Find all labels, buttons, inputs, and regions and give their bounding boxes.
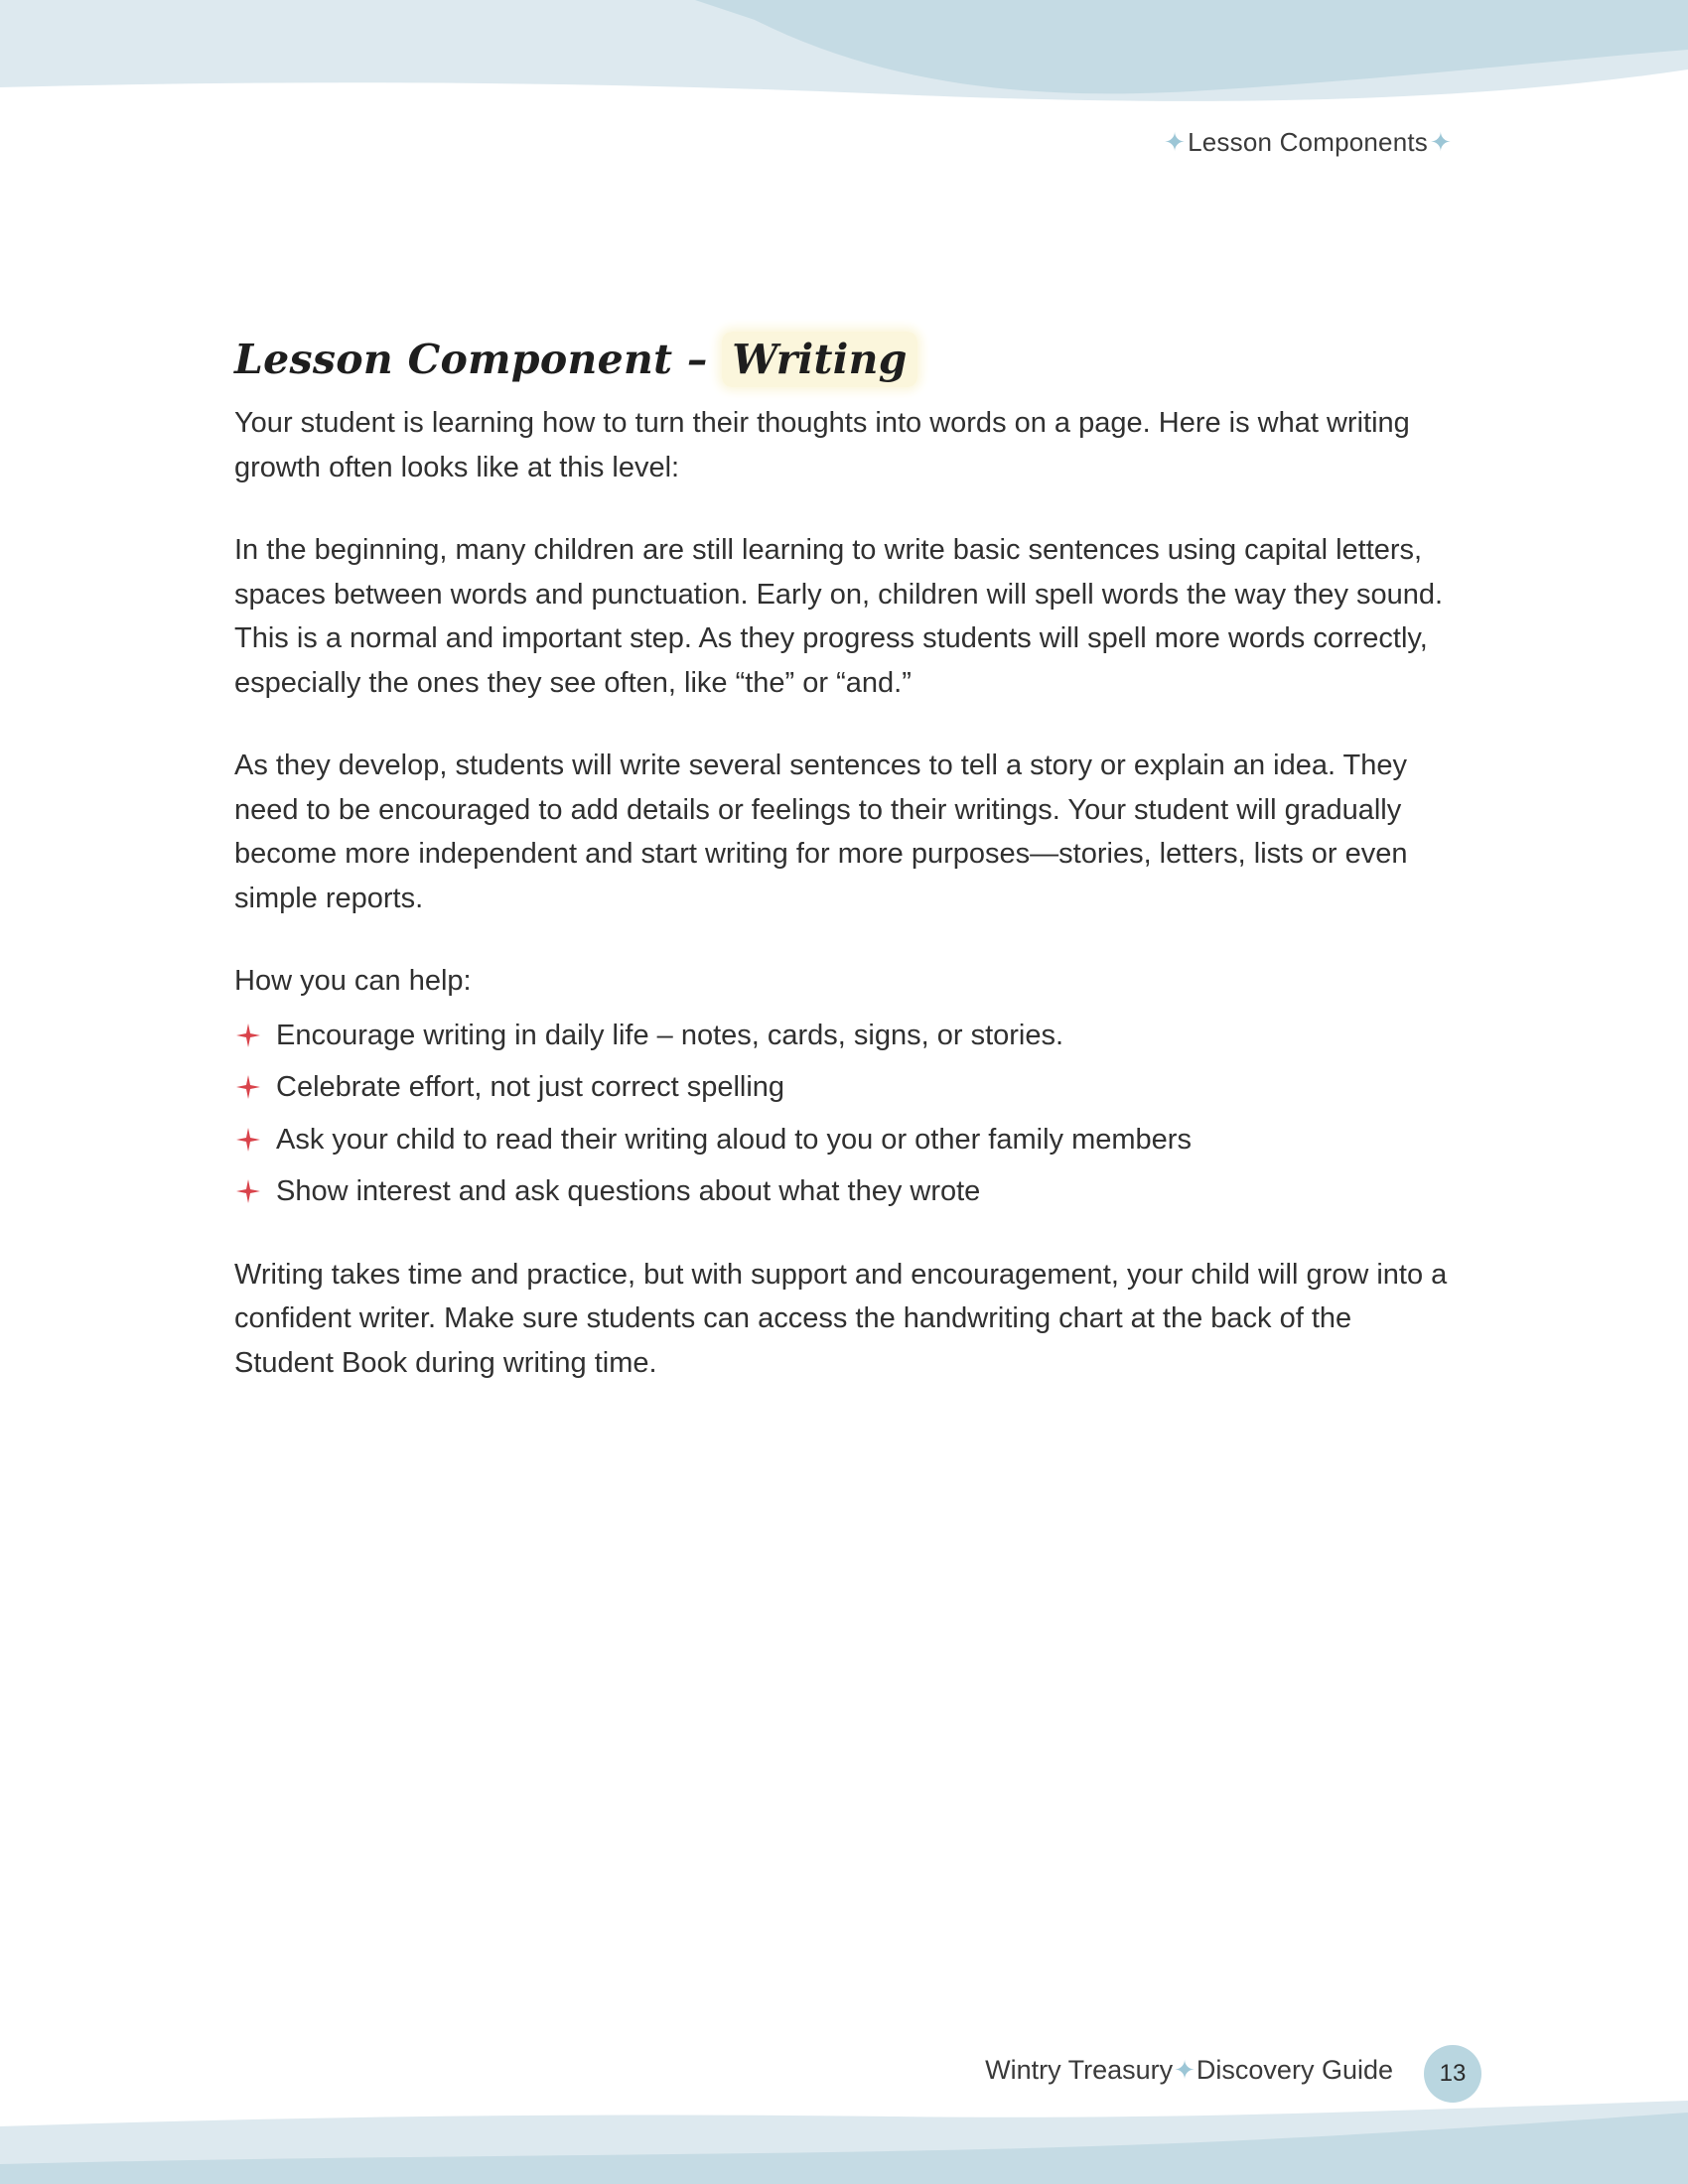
- list-item: [234, 1169, 1456, 1214]
- main-content: [234, 336, 1456, 1385]
- list-item-text: Celebrate effort, not just correct spelling: [276, 1071, 785, 1103]
- section-heading: [234, 336, 1456, 383]
- bottom-wave-decoration: [0, 2095, 1688, 2184]
- footer: [985, 2055, 1393, 2086]
- footer-book-title: Wintry Treasury: [985, 2055, 1174, 2085]
- red-star-bullet-icon: [234, 1126, 262, 1154]
- sparkle-icon: ✦: [1430, 127, 1452, 157]
- red-star-bullet-icon: [234, 1022, 262, 1049]
- running-head-label: Lesson Components: [1188, 127, 1428, 157]
- body-paragraph-1: In the beginning, many children are still learning to write basic sentences using capital letters, spaces between words and punctuation. Early on, children will spell words the way they sound. This is a normal and important step. As they progress students will spell more words correctly, especially the ones they see often, like “the” or “and.”: [234, 534, 1444, 699]
- red-star-bullet-icon: [234, 1177, 262, 1205]
- running-head: [1164, 127, 1452, 158]
- page-number: 13: [1439, 2060, 1467, 2087]
- list-item: [234, 1014, 1456, 1058]
- heading-prefix: Lesson Component –: [234, 336, 723, 383]
- closing-paragraph: Writing takes time and practice, but with support and encouragement, your child will grow into a confident writer. Make sure students can access the handwriting chart at the back of the Student Book during writing time.: [234, 1258, 1448, 1379]
- list-item: [234, 1065, 1456, 1110]
- red-star-bullet-icon: [234, 1073, 262, 1101]
- footer-guide-title: Discovery Guide: [1196, 2055, 1393, 2085]
- list-item-text: Ask your child to read their writing aloud to you or other family members: [276, 1123, 1192, 1156]
- list-item-text: Encourage writing in daily life – notes, cards, signs, or stories.: [276, 1019, 1064, 1051]
- list-item: [234, 1118, 1456, 1162]
- list-item-text: Show interest and ask questions about what they wrote: [276, 1175, 981, 1207]
- body-paragraph-2: As they develop, students will write several sentences to tell a story or explain an idea. They need to be encouraged to add details or feelings to their writings. Your student will gradually become more independent and start writing for more purposes—stories, letters, lists or even simple reports.: [234, 750, 1408, 914]
- heading-highlight: Writing: [722, 332, 916, 387]
- help-list: [234, 1014, 1456, 1214]
- sparkle-icon: ✦: [1174, 2055, 1196, 2085]
- help-label: How you can help:: [234, 965, 472, 997]
- intro-paragraph: Your student is learning how to turn their thoughts into words on a page. Here is what writing growth often looks like at this level:: [234, 407, 1410, 483]
- sparkle-icon: ✦: [1164, 127, 1187, 157]
- top-wave-decoration: [0, 0, 1688, 109]
